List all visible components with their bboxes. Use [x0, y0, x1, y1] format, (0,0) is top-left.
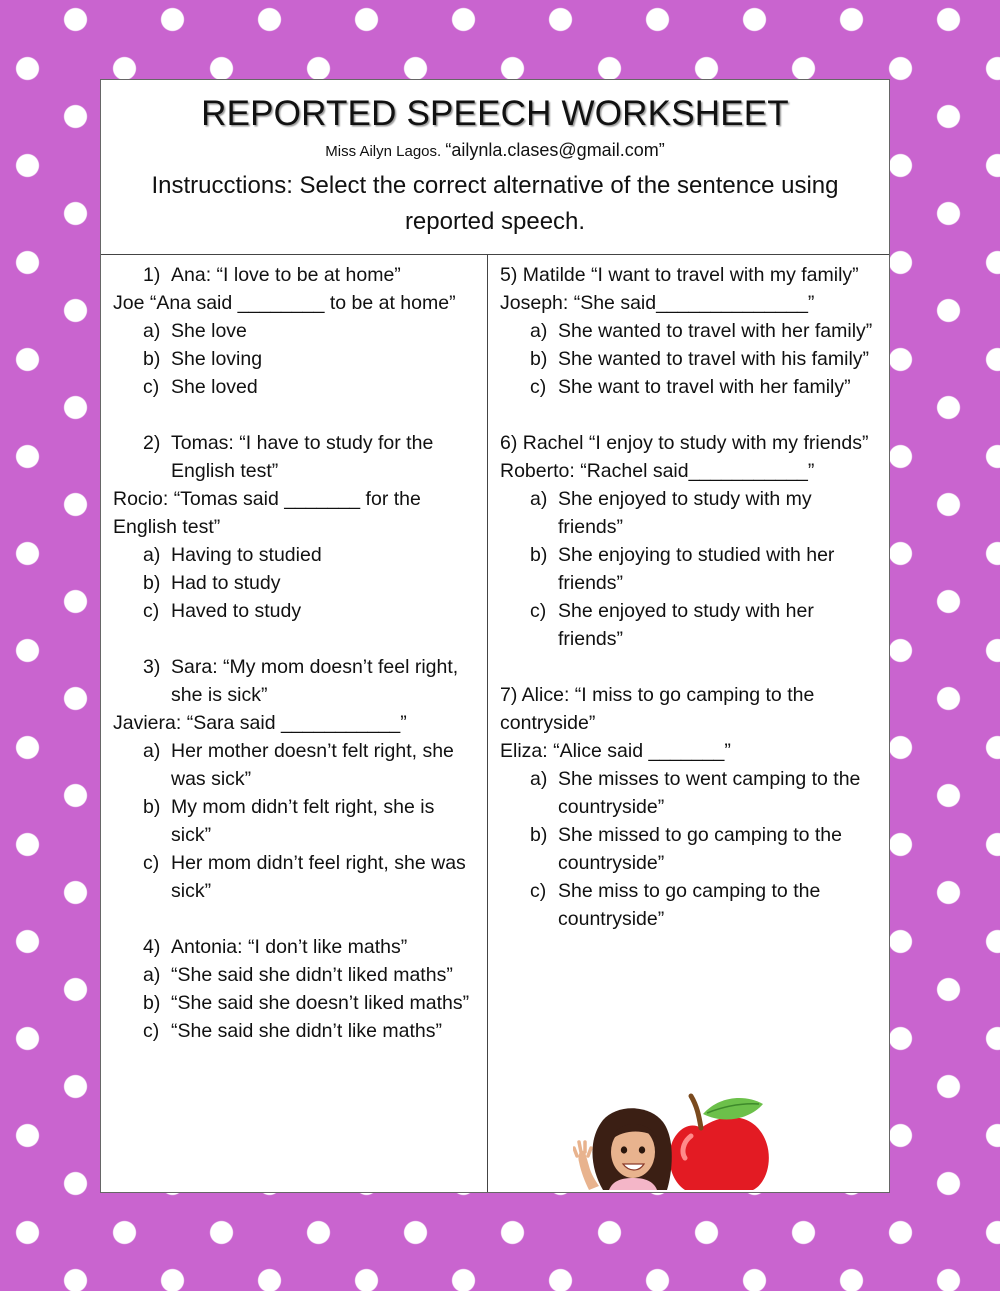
option-text: My mom didn’t felt right, she is sick”: [171, 796, 435, 846]
option-text: Had to study: [171, 572, 281, 594]
option-text: Haved to study: [171, 600, 302, 622]
option-label: a): [530, 488, 548, 510]
option-a[interactable]: [113, 541, 475, 569]
option-c[interactable]: [113, 597, 475, 625]
left-column: [101, 255, 488, 1192]
question-5: [500, 261, 877, 401]
question-2: [113, 429, 475, 625]
author-name: Miss Ailyn Lagos.: [325, 143, 442, 160]
page-title: REPORTED SPEECH WORKSHEET: [201, 94, 789, 133]
option-text: “She said she didn’t liked maths”: [171, 964, 453, 986]
report-line: Rocio: “Tomas said _______ for the English test”: [113, 488, 421, 538]
option-label: c): [143, 376, 160, 398]
question-prompt: [113, 261, 475, 289]
option-label: b): [143, 796, 161, 818]
option-b[interactable]: [113, 345, 475, 373]
right-column: [488, 255, 889, 1192]
question-number: 2): [143, 432, 161, 454]
option-c[interactable]: [500, 597, 877, 653]
question-3: [113, 653, 475, 905]
option-label: a): [143, 740, 161, 762]
option-text: Having to studied: [171, 544, 322, 566]
question-prompt: [113, 933, 475, 961]
option-c[interactable]: [500, 373, 877, 401]
teacher-apple-illustration: [573, 1090, 783, 1190]
question-number: 4): [143, 936, 161, 958]
option-text: She love: [171, 320, 247, 342]
option-label: b): [530, 824, 548, 846]
prompt-text: 5) Matilde “I want to travel with my family”: [500, 264, 859, 286]
option-a[interactable]: [500, 485, 877, 541]
option-label: a): [143, 544, 161, 566]
option-label: b): [530, 348, 548, 370]
option-text: She miss to go camping to the countryside”: [558, 880, 821, 930]
option-text: She misses to went camping to the countryside”: [558, 768, 861, 818]
prompt-text: Sara: “My mom doesn’t feel right, she is sick”: [171, 656, 459, 706]
question-number: 1): [143, 264, 161, 286]
option-a[interactable]: [113, 317, 475, 345]
option-text: Her mom didn’t feel right, she was sick”: [171, 852, 466, 902]
option-b[interactable]: [500, 345, 877, 373]
question-7: [500, 681, 877, 933]
report-line: Joe “Ana said ________ to be at home”: [113, 292, 456, 314]
prompt-text: Tomas: “I have to study for the English test”: [171, 432, 434, 482]
worksheet-header: [101, 80, 889, 255]
prompt-text: 6) Rachel “I enjoy to study with my friends”: [500, 432, 869, 454]
question-1: [113, 261, 475, 401]
option-c[interactable]: [113, 373, 475, 401]
option-label: a): [143, 320, 161, 342]
option-label: b): [143, 348, 161, 370]
option-a[interactable]: [113, 737, 475, 793]
prompt-text: Antonia: “I don’t like maths”: [171, 936, 408, 958]
author-line: [101, 140, 889, 162]
option-label: c): [143, 1020, 160, 1042]
report-line: Roberto: “Rachel said___________”: [500, 460, 815, 482]
option-text: She enjoyed to study with my friends”: [558, 488, 812, 538]
option-c[interactable]: [500, 877, 877, 933]
option-b[interactable]: [113, 989, 475, 1017]
worksheet-page: [100, 79, 890, 1193]
option-b[interactable]: [500, 821, 877, 877]
option-label: a): [530, 768, 548, 790]
question-prompt: [113, 653, 475, 709]
question-6: [500, 429, 877, 653]
option-text: She loving: [171, 348, 263, 370]
option-label: a): [530, 320, 548, 342]
option-label: b): [143, 572, 161, 594]
question-columns: [101, 255, 889, 1192]
option-b[interactable]: [113, 569, 475, 597]
report-line: Eliza: “Alice said _______”: [500, 740, 731, 762]
option-text: She missed to go camping to the countryside”: [558, 824, 842, 874]
option-label: c): [530, 880, 547, 902]
option-a[interactable]: [113, 961, 475, 989]
option-c[interactable]: [113, 849, 475, 905]
option-text: She enjoyed to study with her friends”: [558, 600, 814, 650]
option-text: She loved: [171, 376, 258, 398]
option-label: c): [530, 600, 547, 622]
report-line: Joseph: “She said______________”: [500, 292, 815, 314]
option-a[interactable]: [500, 765, 877, 821]
option-label: c): [143, 600, 160, 622]
instructions: Instrucctions: Select the correct alternative of the sentence using reported speech.: [151, 172, 839, 235]
option-label: c): [530, 376, 547, 398]
option-b[interactable]: [500, 541, 877, 597]
option-a[interactable]: [500, 317, 877, 345]
option-b[interactable]: [113, 793, 475, 849]
apple-icon: [669, 1096, 768, 1190]
option-label: a): [143, 964, 161, 986]
question-prompt: [113, 429, 475, 485]
option-text: “She said she doesn’t liked maths”: [171, 992, 470, 1014]
option-text: She want to travel with her family”: [558, 376, 851, 398]
question-number: 3): [143, 656, 161, 678]
option-text: She wanted to travel with her family”: [558, 320, 873, 342]
option-label: b): [143, 992, 161, 1014]
option-c[interactable]: [113, 1017, 475, 1045]
option-text: She wanted to travel with his family”: [558, 348, 870, 370]
option-text: “She said she didn’t like maths”: [171, 1020, 442, 1042]
prompt-text: Ana: “I love to be at home”: [171, 264, 401, 286]
question-4: [113, 933, 475, 1045]
prompt-text: 7) Alice: “I miss to go camping to the contryside”: [500, 684, 815, 734]
option-text: She enjoying to studied with her friends”: [558, 544, 835, 594]
avatar: [574, 1108, 672, 1190]
report-line: Javiera: “Sara said ___________”: [113, 712, 407, 734]
option-label: b): [530, 544, 548, 566]
option-text: Her mother doesn’t felt right, she was sick”: [171, 740, 454, 790]
author-email: “ailynla.clases@gmail.com”: [445, 140, 665, 160]
option-label: c): [143, 852, 160, 874]
